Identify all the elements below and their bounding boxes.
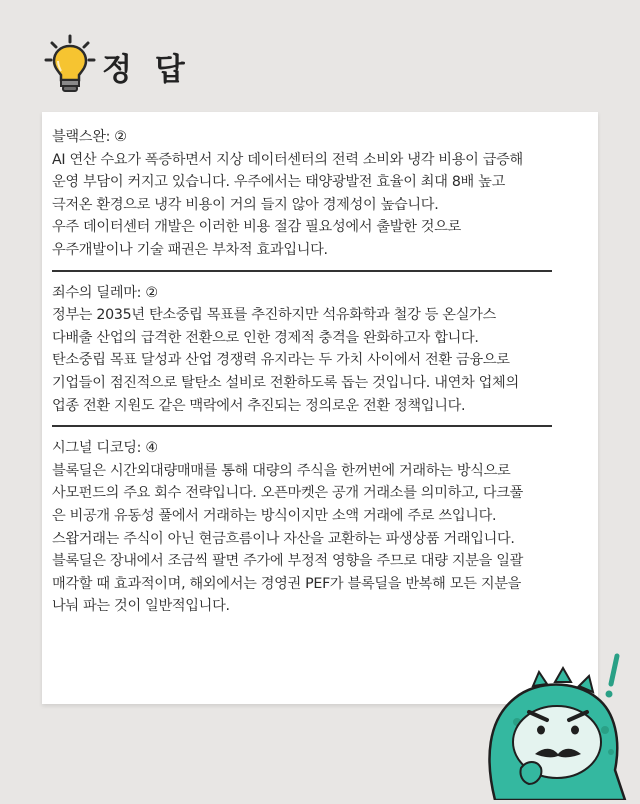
section-heading: 죄수의 딜레마: ② [52, 284, 158, 301]
teal-dinosaur-mascot-icon [475, 650, 640, 800]
page-header [44, 34, 191, 94]
section-line: 사모펀드의 주요 회수 전략입니다. 오픈마켓은 공개 거래소를 의미하고, 다크풀 [52, 485, 524, 502]
section-line: 탄소중립 목표 달성과 산업 경쟁력 유지라는 두 가치 사이에서 전환 금융으로 [52, 352, 510, 369]
answer-section-prisoners-dilemma [52, 282, 592, 418]
page-title: 정 답 [102, 51, 191, 88]
section-line: 나눠 파는 것이 일반적입니다. [52, 598, 230, 615]
answer-section-black-swan [52, 126, 592, 262]
section-line: 극저온 환경으로 냉각 비용이 거의 들지 않아 경제성이 높습니다. [52, 196, 439, 213]
section-line: 기업들이 점진적으로 탈탄소 설비로 전환하도록 돕는 것입니다. 내연차 업체의 [52, 374, 519, 391]
section-line: 블록딜은 장내에서 조금씩 팔면 주가에 부정적 영향을 주므로 대량 지분을 일괄 [52, 553, 524, 570]
answer-section-signal-decoding [52, 437, 592, 618]
answer-card [42, 112, 598, 704]
section-heading: 블랙스완: ② [52, 129, 127, 145]
section-line: 정부는 2035년 탄소중립 목표를 추진하지만 석유화학과 철강 등 온실가스 [52, 307, 496, 324]
section-heading: 시그널 디코딩: ④ [52, 440, 158, 457]
section-line: 블록딜은 시간외대량매매를 통해 대량의 주식을 한꺼번에 거래하는 방식으로 [52, 462, 511, 479]
section-line: 업종 전환 지원도 같은 맥락에서 추진되는 정의로운 전환 정책입니다. [52, 397, 466, 414]
lightbulb-icon [44, 33, 96, 95]
section-line: 다배출 산업의 급격한 전환으로 인한 경제적 충격을 완화하고자 합니다. [52, 329, 479, 346]
section-line: 우주개발이나 기술 패권은 부차적 효과입니다. [52, 241, 328, 258]
section-line: AI 연산 수요가 폭증하면서 지상 데이터센터의 전력 소비와 냉각 비용이 급증해 [52, 151, 523, 168]
section-line: 운영 부담이 커지고 있습니다. 우주에서는 태양광발전 효율이 최대 8배 높고 [52, 174, 505, 191]
section-line: 은 비공개 유동성 풀에서 거래하는 방식이지만 소액 거래에 주로 쓰입니다. [52, 507, 497, 524]
section-line: 우주 데이터센터 개발은 이러한 비용 절감 필요성에서 출발한 것으로 [52, 219, 462, 236]
section-line: 매각할 때 효과적이며, 해외에서는 경영권 PEF가 블록딜을 반복해 모든 지분을 [52, 575, 522, 592]
section-divider [52, 270, 552, 272]
section-divider [52, 425, 552, 427]
section-line: 스왑거래는 주식이 아닌 현금흐름이나 자산을 교환하는 파생상품 거래입니다. [52, 530, 515, 547]
